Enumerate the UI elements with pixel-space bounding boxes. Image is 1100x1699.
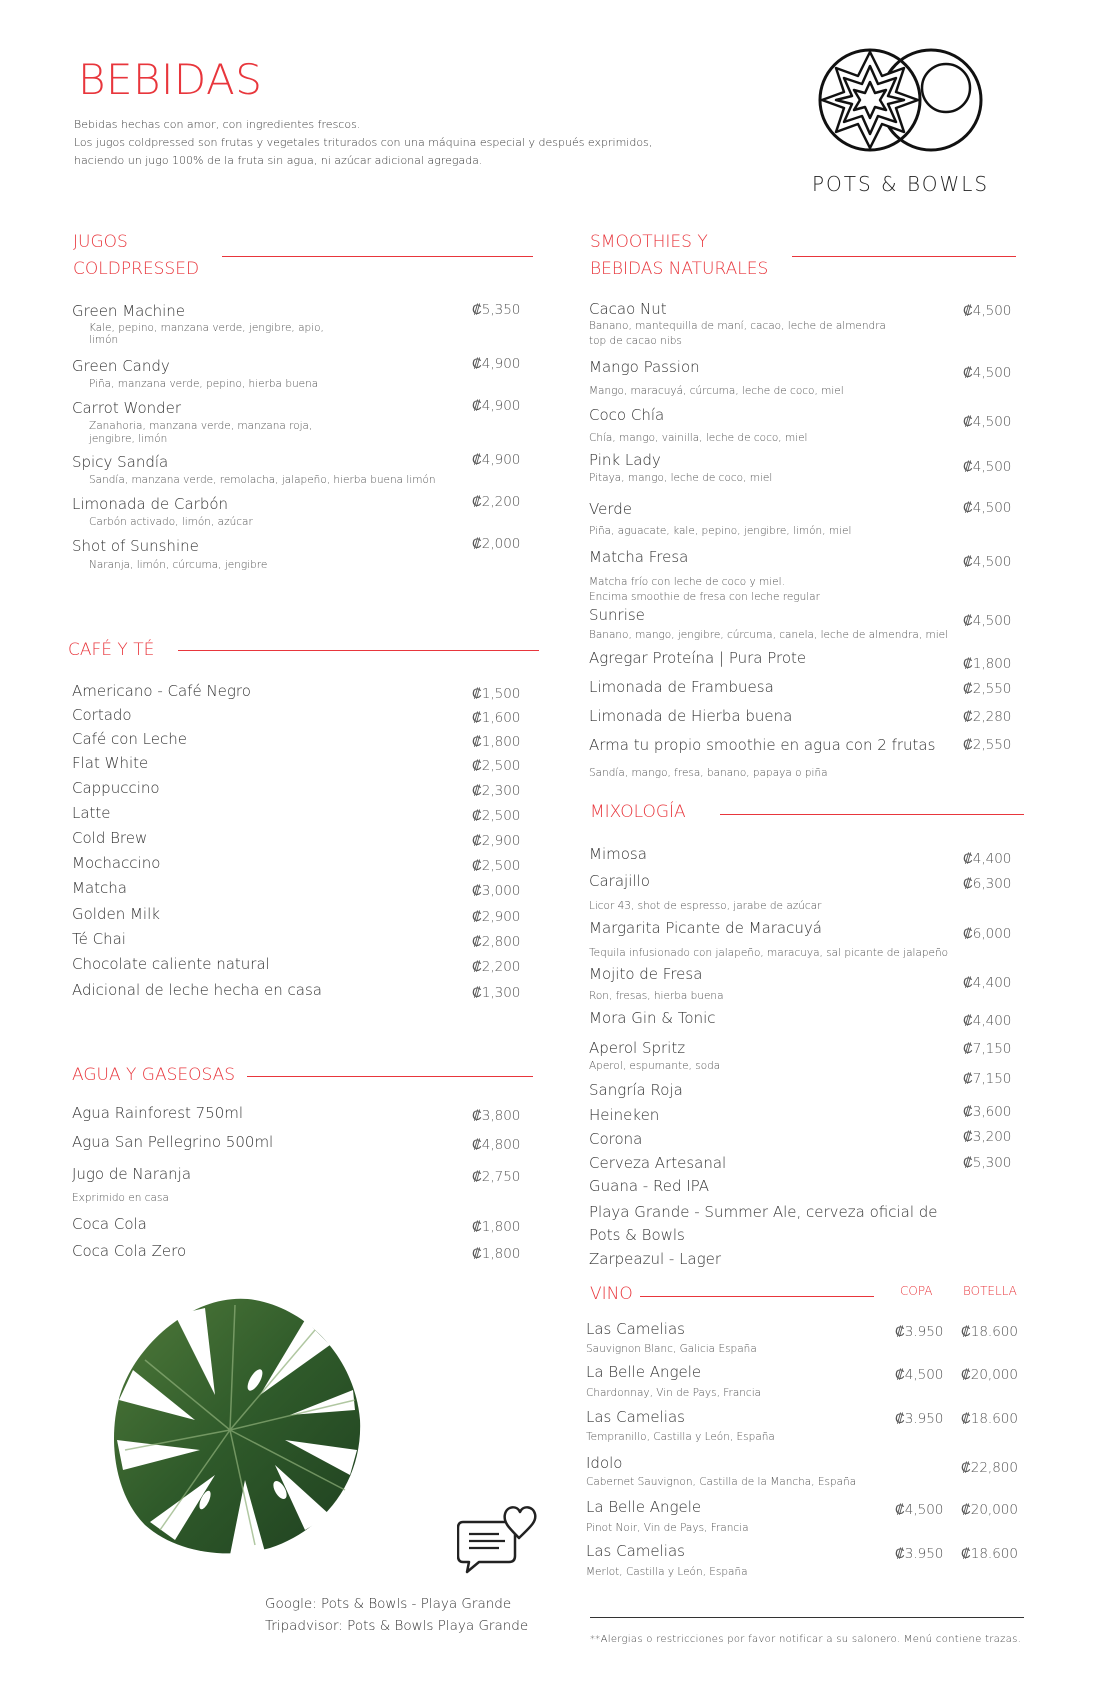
wine-price-botella: ₡18.600 — [961, 1324, 1018, 1340]
item-name: Guana - Red IPA — [589, 1177, 710, 1195]
item-price: ₡3,800 — [472, 1108, 521, 1124]
item-price: ₡2,280 — [963, 709, 1012, 725]
item-price: ₡1,800 — [472, 1219, 521, 1235]
item-description: Encima smoothie de fresa con leche regular — [589, 591, 820, 603]
item-price: ₡2,500 — [472, 858, 521, 874]
item-name: Limonada de Hierba buena — [589, 707, 793, 725]
item-name: Green Machine — [72, 302, 185, 320]
item-name: Cerveza Artesanal — [589, 1154, 727, 1172]
item-description: Zanahoria, manzana verde, manzana roja, — [89, 420, 313, 432]
item-price: ₡4,500 — [963, 414, 1012, 430]
item-name: Verde — [589, 500, 632, 518]
item-name: Carajillo — [589, 872, 650, 890]
item-description: Carbón activado, limón, azúcar — [89, 516, 253, 528]
item-name: Arma tu propio smoothie en agua con 2 frutas — [589, 736, 936, 754]
wine-name: Idolo — [586, 1454, 623, 1472]
item-name: Agua San Pellegrino 500ml — [72, 1133, 274, 1151]
wine-name: La Belle Angele — [586, 1498, 702, 1516]
item-name: Coco Chía — [589, 406, 665, 424]
item-name: Cortado — [72, 706, 132, 724]
item-price: ₡3,600 — [963, 1104, 1012, 1120]
brand-name: POTS & BOWLS — [811, 172, 990, 196]
item-name: Latte — [72, 804, 111, 822]
wine-price-botella: ₡18.600 — [961, 1546, 1018, 1562]
item-name: Spicy Sandía — [72, 453, 169, 471]
item-price: ₡2,550 — [963, 737, 1012, 753]
item-name: Mimosa — [589, 845, 647, 863]
intro-line: Bebidas hechas con amor, con ingredientes frescos. — [74, 118, 361, 131]
item-price: ₡6,000 — [963, 926, 1012, 942]
item-price: ₡4,500 — [963, 500, 1012, 516]
section-divider — [792, 256, 1016, 257]
footer-divider — [590, 1617, 1024, 1618]
item-description: Ron, fresas, hierba buena — [589, 990, 724, 1002]
item-description: Exprimido en casa — [72, 1192, 169, 1204]
wine-description: Pinot Noir, Vin de Pays, Francia — [586, 1522, 749, 1534]
item-price: ₡3,000 — [472, 883, 521, 899]
item-description: Banano, mango, jengibre, cúrcuma, canela, leche de almendra, miel — [589, 629, 949, 641]
item-price: ₡4,500 — [963, 554, 1012, 570]
allergy-note: **Alergias o restricciones por favor notificar a su salonero. Menú contiene trazas. — [590, 1634, 1022, 1645]
monstera-leaf-icon — [105, 1290, 370, 1560]
item-description: Tequila infusionado con jalapeño, maracuya, sal picante de jalapeño — [589, 947, 949, 959]
item-price: ₡2,200 — [472, 959, 521, 975]
item-name: Carrot Wonder — [72, 399, 182, 417]
item-price: ₡2,500 — [472, 758, 521, 774]
item-description: Sandía, mango, fresa, banano, papaya o piña — [589, 767, 828, 779]
item-name: Chocolate caliente natural — [72, 955, 270, 973]
item-name: Matcha Fresa — [589, 548, 689, 566]
item-price: ₡2,550 — [963, 681, 1012, 697]
item-name: Matcha — [72, 879, 127, 897]
page-title: BEBIDAS — [78, 55, 263, 104]
item-name: Zarpeazul - Lager — [589, 1250, 722, 1268]
wine-price-botella: ₡20,000 — [961, 1502, 1018, 1518]
item-price: ₡3,200 — [963, 1129, 1012, 1145]
item-description: top de cacao nibs — [589, 335, 682, 347]
item-price: ₡1,300 — [472, 985, 521, 1001]
item-name: Mora Gin & Tonic — [589, 1009, 716, 1027]
section-title-mixologia: MIXOLOGÍA — [590, 802, 686, 822]
item-description: Banano, mantequilla de maní, cacao, leche de almendra — [589, 320, 886, 332]
section-divider — [178, 650, 539, 651]
item-name: Pots & Bowls — [589, 1226, 685, 1244]
section-title-smoothies — [590, 229, 768, 283]
item-price: ₡2,200 — [472, 494, 521, 510]
wine-description: Sauvignon Blanc, Galicia España — [586, 1343, 757, 1355]
wine-price-copa: ₡3.950 — [895, 1546, 944, 1562]
item-name: Limonada de Frambuesa — [589, 678, 774, 696]
item-name: Té Chai — [72, 930, 126, 948]
item-description: Licor 43, shot de espresso, jarabe de azúcar — [589, 900, 822, 912]
wine-name: Las Camelias — [586, 1408, 685, 1426]
intro-line: Los jugos coldpressed son frutas y vegetales triturados con una máquina especial y después exprimidos, — [74, 136, 653, 149]
item-name: Agua Rainforest 750ml — [72, 1104, 244, 1122]
item-name: Sunrise — [589, 606, 645, 624]
google-review-text: Google: Pots & Bowls - Playa Grande — [265, 1596, 512, 1612]
wine-description: Chardonnay, Vin de Pays, Francia — [586, 1387, 762, 1399]
item-name: Coca Cola Zero — [72, 1242, 187, 1260]
item-price: ₡4,400 — [963, 975, 1012, 991]
item-name: Playa Grande - Summer Ale, cerveza oficial de — [589, 1203, 938, 1221]
item-name: Shot of Sunshine — [72, 537, 199, 555]
wine-price-botella: ₡20,000 — [961, 1367, 1018, 1383]
item-description: Mango, maracuyá, cúrcuma, leche de coco, miel — [589, 385, 844, 397]
item-price: ₡4,900 — [472, 452, 521, 468]
intro-line: haciendo un jugo 100% de la fruta sin agua, ni azúcar adicional agregada. — [74, 154, 483, 167]
item-name: Flat White — [72, 754, 149, 772]
section-divider — [222, 256, 533, 257]
wine-price-copa: ₡3.950 — [895, 1324, 944, 1340]
wine-price-copa: ₡4,500 — [895, 1367, 944, 1383]
item-price: ₡1,500 — [472, 686, 521, 702]
item-price: ₡1,800 — [472, 1246, 521, 1262]
lotus-coconut-logo-icon — [808, 38, 993, 153]
section-title-line: JUGOS — [73, 232, 128, 252]
wine-description: Cabernet Sauvignon, Castilla de la Mancha, España — [586, 1476, 857, 1488]
column-header-botella: BOTELLA — [963, 1284, 1017, 1298]
item-price: ₡2,900 — [472, 909, 521, 925]
item-price: ₡4,400 — [963, 1013, 1012, 1029]
wine-price-botella: ₡22,800 — [961, 1460, 1018, 1476]
section-divider — [247, 1076, 533, 1077]
section-title-line: SMOOTHIES Y — [590, 232, 708, 252]
item-name: Jugo de Naranja — [72, 1165, 192, 1183]
item-price: ₡1,600 — [472, 710, 521, 726]
item-name: Golden Milk — [72, 905, 160, 923]
item-name: Adicional de leche hecha en casa — [72, 981, 322, 999]
item-name: Mochaccino — [72, 854, 161, 872]
item-description: Chía, mango, vainilla, leche de coco, miel — [589, 432, 808, 444]
item-price: ₡2,800 — [472, 934, 521, 950]
item-name: Margarita Picante de Maracuyá — [589, 919, 822, 937]
item-name: Cacao Nut — [589, 300, 667, 318]
footer-links — [265, 1593, 528, 1637]
chat-heart-icon — [457, 1500, 539, 1575]
item-price: ₡4,800 — [472, 1137, 521, 1153]
wine-price-copa: ₡3.950 — [895, 1411, 944, 1427]
wine-name: La Belle Angele — [586, 1363, 702, 1381]
section-title-line: BEBIDAS NATURALES — [590, 259, 769, 279]
item-name: Sangría Roja — [589, 1081, 683, 1099]
item-name: Limonada de Carbón — [72, 495, 229, 513]
item-name: Cold Brew — [72, 829, 148, 847]
column-header-copa: COPA — [900, 1284, 933, 1298]
section-title-cafe: CAFÉ Y TÉ — [68, 640, 155, 660]
item-name: Americano - Café Negro — [72, 682, 251, 700]
section-divider — [640, 1296, 874, 1297]
item-name: Coca Cola — [72, 1215, 147, 1233]
item-name: Green Candy — [72, 357, 170, 375]
item-price: ₡4,900 — [472, 356, 521, 372]
item-description: jengibre, limón — [89, 433, 168, 445]
item-description: Aperol, espumante, soda — [589, 1060, 721, 1072]
section-title-agua: AGUA Y GASEOSAS — [72, 1065, 236, 1085]
item-description: limón — [89, 334, 119, 346]
item-price: ₡4,500 — [963, 613, 1012, 629]
item-price: ₡4,400 — [963, 851, 1012, 867]
item-price: ₡2,900 — [472, 833, 521, 849]
section-title-line: COLDPRESSED — [73, 259, 200, 279]
item-price: ₡2,300 — [472, 783, 521, 799]
wine-price-copa: ₡4,500 — [895, 1502, 944, 1518]
item-price: ₡1,800 — [472, 734, 521, 750]
item-name: Cappuccino — [72, 779, 160, 797]
item-description: Naranja, limón, cúrcuma, jengibre — [89, 559, 268, 571]
wine-name: Las Camelias — [586, 1542, 685, 1560]
item-price: ₡4,500 — [963, 303, 1012, 319]
item-price: ₡7,150 — [963, 1071, 1012, 1087]
item-price: ₡5,350 — [472, 302, 521, 318]
section-divider — [720, 814, 1024, 815]
item-price: ₡4,500 — [963, 365, 1012, 381]
item-name: Corona — [589, 1130, 643, 1148]
item-name: Agregar Proteína | Pura Prote — [589, 649, 807, 667]
wine-name: Las Camelias — [586, 1320, 685, 1338]
section-title-vino: VINO — [590, 1284, 633, 1304]
item-name: Aperol Spritz — [589, 1039, 686, 1057]
item-description: Matcha frío con leche de coco y miel. — [589, 576, 785, 588]
item-price: ₡4,500 — [963, 459, 1012, 475]
wine-description: Tempranillo, Castilla y León, España — [586, 1431, 775, 1443]
item-description: Pitaya, mango, leche de coco, miel — [589, 472, 773, 484]
item-price: ₡6,300 — [963, 876, 1012, 892]
item-price: ₡7,150 — [963, 1041, 1012, 1057]
intro-text — [74, 116, 653, 170]
item-name: Café con Leche — [72, 730, 187, 748]
item-name: Pink Lady — [589, 451, 661, 469]
tripadvisor-review-text: Tripadvisor: Pots & Bowls Playa Grande — [265, 1618, 529, 1634]
item-description: Sandía, manzana verde, remolacha, jalapeño, hierba buena limón — [89, 474, 436, 486]
item-price: ₡2,750 — [472, 1169, 521, 1185]
item-price: ₡5,300 — [963, 1155, 1012, 1171]
item-name: Mojito de Fresa — [589, 965, 703, 983]
item-description: Piña, manzana verde, pepino, hierba buena — [89, 378, 319, 390]
item-description: Piña, aguacate, kale, pepino, jengibre, limón, miel — [589, 525, 852, 537]
item-name: Mango Passion — [589, 358, 700, 376]
item-description: Kale, pepino, manzana verde, jengibre, apio, — [89, 322, 324, 334]
section-title-jugos — [73, 229, 199, 283]
wine-description: Merlot, Castilla y León, España — [586, 1566, 748, 1578]
wine-price-botella: ₡18.600 — [961, 1411, 1018, 1427]
item-price: ₡2,000 — [472, 536, 521, 552]
item-price: ₡4,900 — [472, 398, 521, 414]
item-name: Heineken — [589, 1106, 660, 1124]
item-price: ₡2,500 — [472, 808, 521, 824]
item-price: ₡1,800 — [963, 656, 1012, 672]
